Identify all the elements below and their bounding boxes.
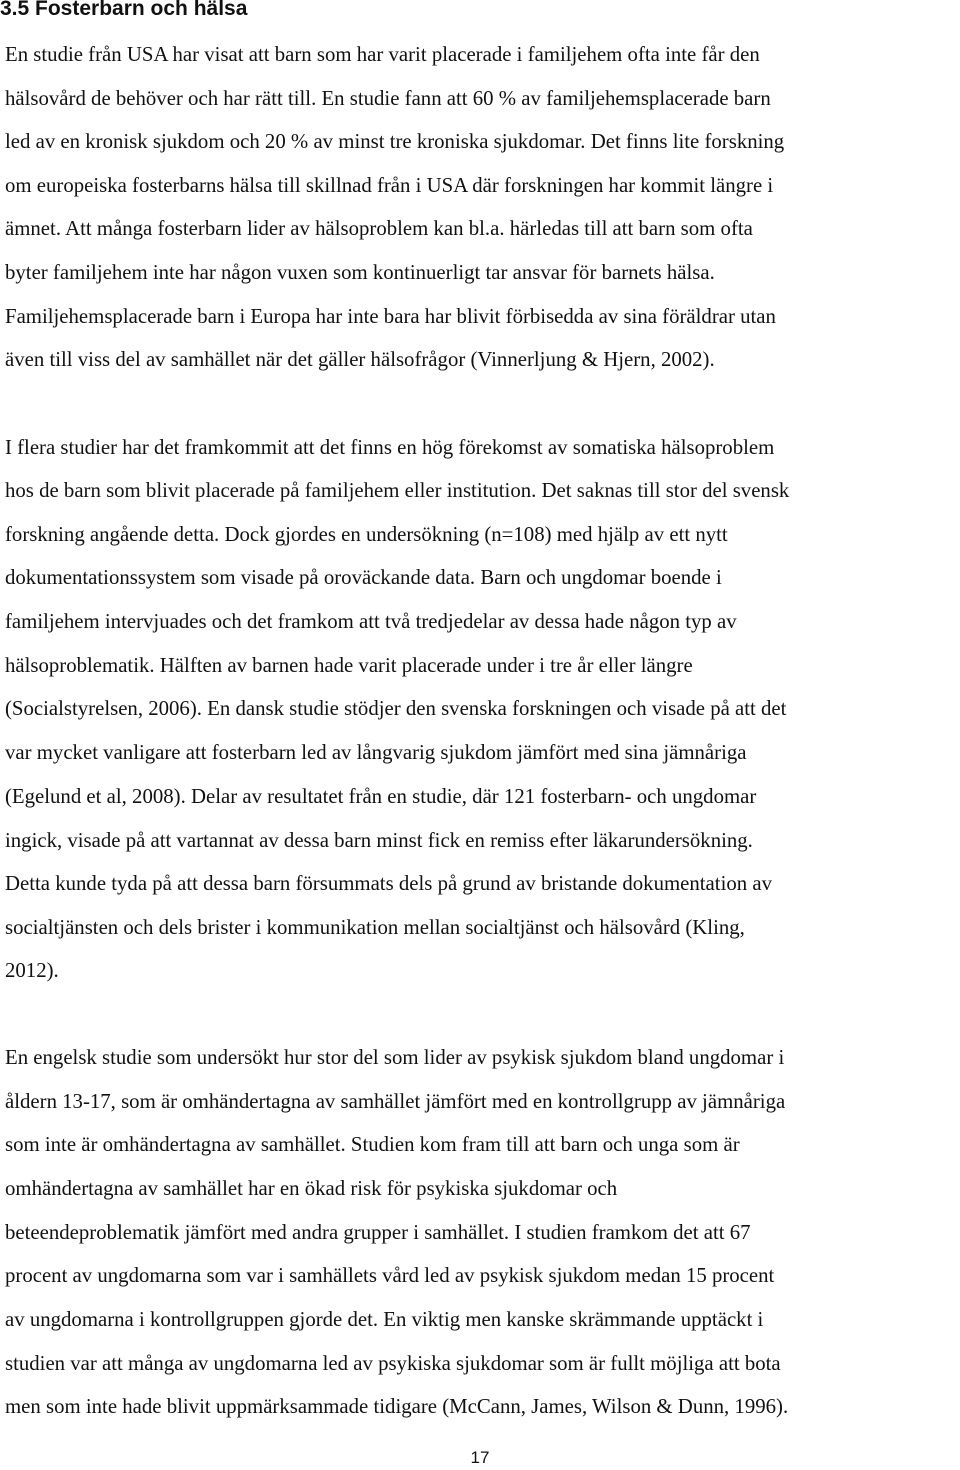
section-heading: 3.5 Fosterbarn och hälsa [0, 0, 248, 20]
paragraph-line: hos de barn som blivit placerade på familjehem eller institution. Det saknas till stor del svensk [5, 479, 790, 502]
paragraph-line: Detta kunde tyda på att dessa barn försummats dels på grund av bristande dokumentation av [5, 872, 772, 895]
paragraph-line: som inte är omhändertagna av samhället. Studien kom fram till att barn och unga som är [5, 1133, 740, 1156]
paragraph-line: ingick, visade på att vartannat av dessa barn minst fick en remiss efter läkarundersökning. [5, 829, 753, 852]
paragraph-line: beteendeproblematik jämfört med andra grupper i samhället. I studien framkom det att 67 [5, 1221, 751, 1244]
paragraph-line: forskning angående detta. Dock gjordes en undersökning (n=108) med hjälp av ett nytt [5, 523, 728, 546]
paragraph-line: var mycket vanligare att fosterbarn led av långvarig sjukdom jämfört med sina jämnåriga [5, 741, 747, 764]
paragraph-line: En studie från USA har visat att barn som har varit placerade i familjehem ofta inte får den [5, 43, 760, 66]
paragraph-line: Familjehemsplacerade barn i Europa har inte bara har blivit förbisedda av sina föräldrar utan [5, 305, 776, 328]
paragraph-line: procent av ungdomarna som var i samhällets vård led av psykisk sjukdom medan 15 procent [5, 1264, 775, 1287]
paragraph-line: byter familjehem inte har någon vuxen som kontinuerligt tar ansvar för barnets hälsa. [5, 261, 715, 284]
paragraph-line: 2012). [5, 959, 59, 982]
paragraph-line: om europeiska fosterbarns hälsa till skillnad från i USA där forskningen har kommit längre i [5, 174, 774, 197]
paragraph-line: En engelsk studie som undersökt hur stor del som lider av psykisk sjukdom bland ungdomar i [5, 1046, 785, 1069]
paragraph-line: omhändertagna av samhället har en ökad risk för psykiska sjukdomar och [5, 1177, 618, 1200]
paragraph-line: men som inte hade blivit uppmärksammade tidigare (McCann, James, Wilson & Dunn, 1996). [5, 1395, 789, 1418]
paragraph-line: studien var att många av ungdomarna led av psykiska sjukdomar som är fullt möjliga att bota [5, 1352, 781, 1375]
paragraph-line: ämnet. Att många fosterbarn lider av hälsoproblem kan bl.a. härledas till att barn som ofta [5, 217, 753, 240]
paragraph-line: (Socialstyrelsen, 2006). En dansk studie stödjer den svenska forskningen och visade på att det [5, 697, 787, 720]
paragraph-line: I flera studier har det framkommit att det finns en hög förekomst av somatiska hälsoproblem [5, 436, 775, 459]
paragraph-line: hälsovård de behöver och har rätt till. En studie fann att 60 % av familjehemsplacerade barn [5, 87, 771, 110]
paragraph-line: led av en kronisk sjukdom och 20 % av minst tre kroniska sjukdomar. Det finns lite forskning [5, 130, 785, 153]
paragraph-line: (Egelund et al, 2008). Delar av resultatet från en studie, där 121 fosterbarn- och ungdomar [5, 785, 757, 808]
page-number: 17 [470, 1448, 490, 1467]
paragraph-line: av ungdomarna i kontrollgruppen gjorde det. En viktig men kanske skrämmande upptäckt i [5, 1308, 764, 1331]
paragraph-line: familjehem intervjuades och det framkom att två tredjedelar av dessa hade någon typ av [5, 610, 737, 633]
paragraph-line: även till viss del av samhället när det gäller hälsofrågor (Vinnerljung & Hjern, 2002). [5, 348, 715, 371]
paragraph-line: hälsoproblematik. Hälften av barnen hade varit placerade under i tre år eller längre [5, 654, 693, 677]
paragraph-line: socialtjänsten och dels brister i kommunikation mellan socialtjänst och hälsovård (Kling, [5, 916, 745, 939]
paragraph-line: åldern 13-17, som är omhändertagna av samhället jämfört med en kontrollgrupp av jämnåriga [5, 1090, 786, 1113]
paragraph-line: dokumentationssystem som visade på oroväckande data. Barn och ungdomar boende i [5, 566, 722, 589]
